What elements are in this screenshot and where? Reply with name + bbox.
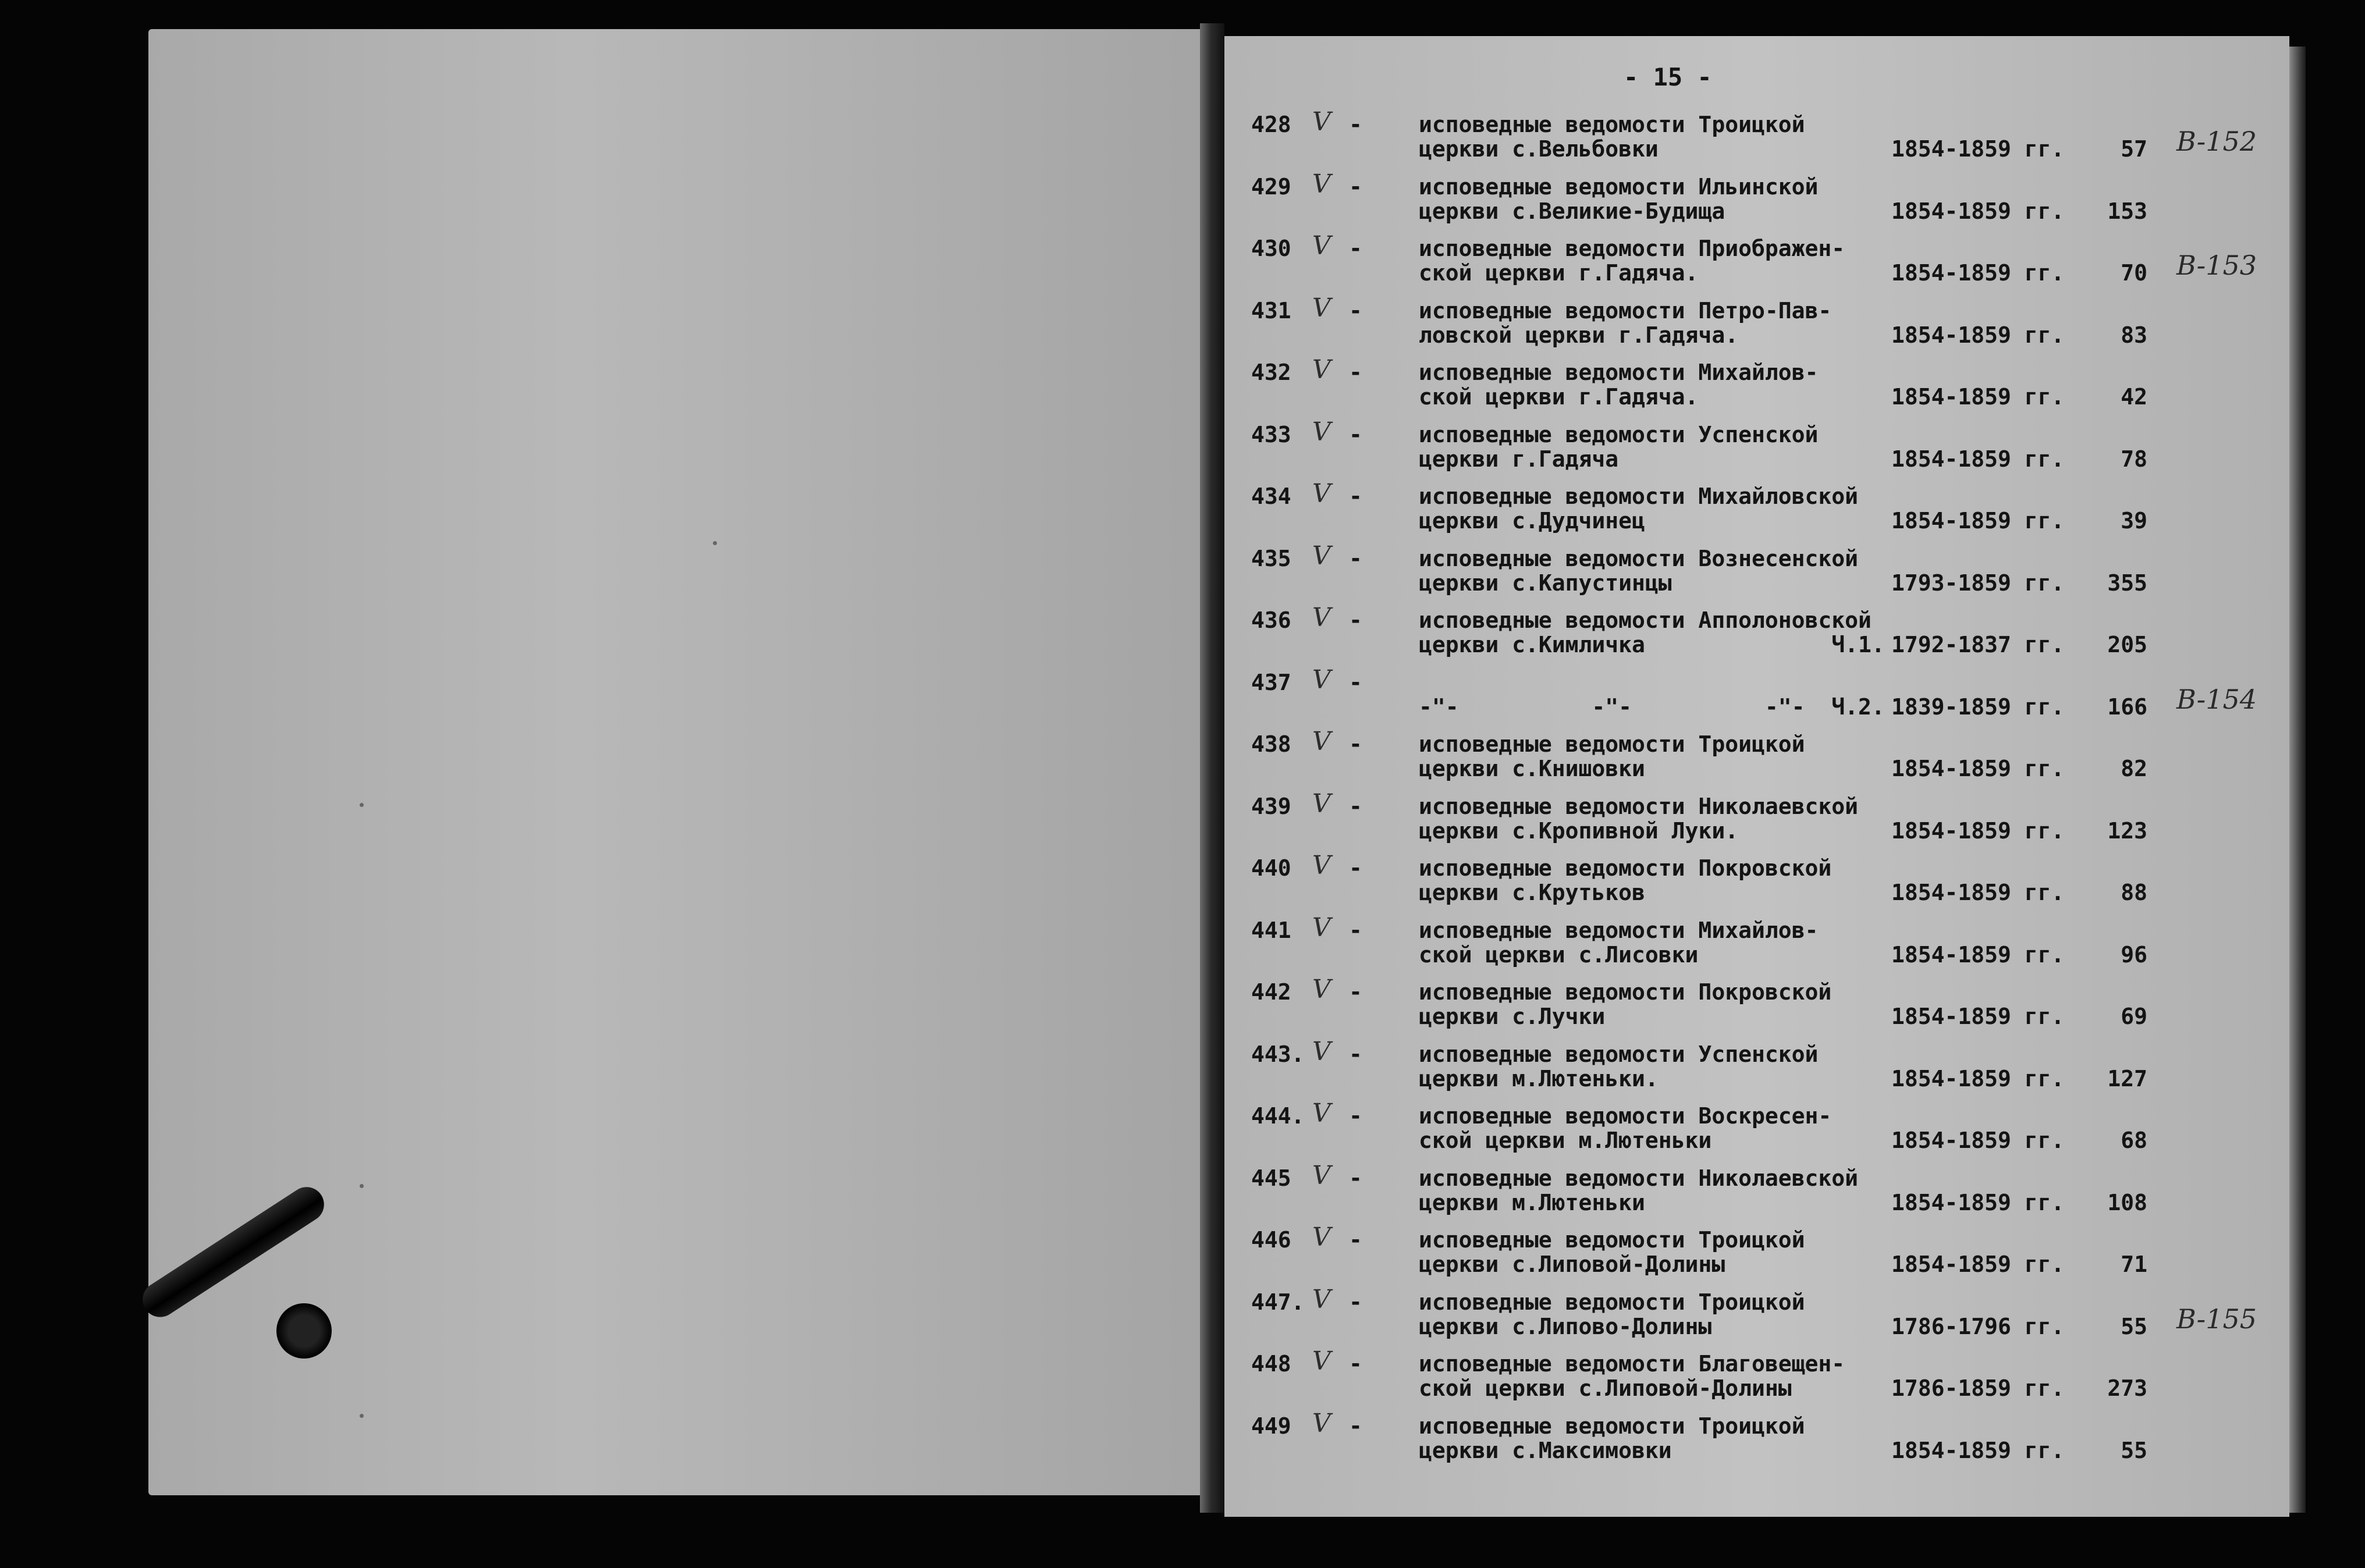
entry-title-line2: ской церкви с.Лисовки: [1419, 941, 1699, 968]
entry-row: [0, 603, 2365, 666]
entry-note: B-155: [2176, 1303, 2257, 1335]
entry-years: 1854-1859 гг.: [1891, 1251, 2065, 1277]
check-mark: V: [1312, 1408, 1331, 1438]
entry-title-line2: церкви с.Дудчинец: [1419, 508, 1645, 534]
entry-title-line1: исповедные ведомости Успенской: [1419, 1041, 1819, 1067]
entry-number: 448: [1251, 1351, 1291, 1377]
check-mark: V: [1312, 1222, 1331, 1252]
entry-row: [0, 1346, 2365, 1409]
entry-count: 82: [2121, 756, 2147, 781]
entry-number: 443.: [1251, 1041, 1305, 1067]
entry-count: 83: [2121, 322, 2147, 348]
entry-title-line2: ловской церкви г.Гадяча.: [1419, 322, 1739, 348]
entry-dash: -: [1349, 793, 1362, 819]
entry-row: [0, 727, 2365, 790]
entry-years: 1854-1859 гг.: [1891, 1065, 2065, 1091]
entry-title-line2: ской церкви м.Лютеньки: [1419, 1128, 1712, 1153]
entry-number: 449: [1251, 1413, 1291, 1439]
entry-title-line2: -"- -"- -"- Ч.2.: [1419, 694, 1885, 720]
entry-row: [0, 1160, 2365, 1224]
entry-count: 273: [2107, 1375, 2147, 1401]
check-mark: V: [1312, 169, 1331, 199]
entry-note: B-152: [2176, 126, 2257, 157]
entry-number: 440: [1251, 855, 1291, 881]
entry-title-line1: исповедные ведомости Троицкой: [1419, 1413, 1805, 1439]
entry-title-line2: церкви с.Кропивной Луки.: [1419, 817, 1739, 844]
entry-dash: -: [1349, 236, 1362, 261]
entry-title-line1: исповедные ведомости Троицкой: [1419, 1227, 1805, 1253]
entry-number: 441: [1251, 917, 1291, 943]
entry-title-line1: исповедные ведомости Николаевской: [1419, 1165, 1858, 1191]
entry-title-line1: исповедные ведомости Покровской: [1419, 855, 1832, 881]
entry-count: 55: [2121, 1437, 2147, 1463]
entry-dash: -: [1349, 731, 1362, 757]
entry-title-line1: исповедные ведомости Николаевской: [1419, 793, 1858, 819]
entry-count: 55: [2121, 1313, 2147, 1339]
check-mark: V: [1312, 603, 1331, 632]
entry-dash: -: [1349, 1351, 1362, 1377]
check-mark: V: [1312, 541, 1331, 571]
entry-title-line2: церкви м.Лютеньки: [1419, 1189, 1645, 1215]
entry-number: 445: [1251, 1165, 1291, 1191]
entry-years: 1854-1859 гг.: [1891, 198, 2065, 224]
entry-number: 439: [1251, 793, 1291, 819]
entry-dash: -: [1349, 1289, 1362, 1315]
entry-years: 1793-1859 гг.: [1891, 570, 2065, 596]
entry-count: 127: [2107, 1065, 2147, 1091]
entry-title-line1: исповедные ведомости Успенской: [1419, 421, 1819, 447]
entry-title-line1: исповедные ведомости Михайловской: [1419, 483, 1858, 509]
entry-count: 96: [2121, 941, 2147, 968]
entry-dash: -: [1349, 360, 1362, 385]
entry-count: 108: [2107, 1189, 2147, 1215]
entry-dash: -: [1349, 112, 1362, 137]
entry-row: [0, 851, 2365, 913]
entry-title-line2: церкви м.Лютеньки.: [1419, 1065, 1659, 1091]
entry-title-line1: исповедные ведомости Михайлов-: [1419, 360, 1819, 385]
entry-row: [0, 664, 2365, 728]
entry-row: [0, 1222, 2365, 1285]
entry-title-line2: церкви с.Книшовки: [1419, 756, 1645, 781]
entry-row: [0, 1098, 2365, 1161]
check-mark: V: [1312, 231, 1331, 261]
entry-years: 1854-1859 гг.: [1891, 136, 2065, 162]
entry-years: 1854-1859 гг.: [1891, 817, 2065, 844]
entry-dash: -: [1349, 297, 1362, 323]
entry-note: B-153: [2176, 250, 2257, 281]
check-mark: V: [1312, 664, 1331, 695]
entry-row: [0, 1408, 2365, 1471]
check-mark: V: [1312, 1036, 1331, 1066]
page-number: - 15 -: [1624, 63, 1712, 91]
entry-count: 78: [2121, 446, 2147, 472]
entry-title-line1: исповедные ведомости Петро-Пав-: [1419, 297, 1832, 323]
entry-title-line1: исповедные ведомости Апполоновской: [1419, 607, 1872, 633]
entry-count: 355: [2107, 570, 2147, 596]
check-mark: V: [1312, 912, 1331, 943]
entry-title-line1: исповедные ведомости Троицкой: [1419, 1289, 1805, 1315]
entry-dash: -: [1349, 1227, 1362, 1253]
check-mark: V: [1312, 417, 1331, 447]
entry-number: 447.: [1251, 1289, 1305, 1315]
entry-row: [0, 417, 2365, 480]
entry-title-line1: исповедные ведомости Покровской: [1419, 979, 1832, 1005]
entry-years: 1854-1859 гг.: [1891, 508, 2065, 534]
entry-years: 1854-1859 гг.: [1891, 1004, 2065, 1029]
entry-years: 1854-1859 гг.: [1891, 756, 2065, 781]
entry-number: 433: [1251, 421, 1291, 447]
entry-number: 446: [1251, 1227, 1291, 1253]
entry-count: 123: [2107, 817, 2147, 844]
entry-years: 1786-1796 гг.: [1891, 1313, 2065, 1339]
entry-dash: -: [1349, 173, 1362, 200]
entry-row: [0, 107, 2365, 170]
entry-number: 434: [1251, 483, 1291, 509]
entry-number: 438: [1251, 731, 1291, 757]
entry-dash: -: [1349, 855, 1362, 881]
entry-years: 1854-1859 гг.: [1891, 260, 2065, 286]
entry-title-line1: исповедные ведомости Воскресен-: [1419, 1103, 1832, 1129]
entry-years: 1854-1859 гг.: [1891, 322, 2065, 348]
entry-row: [0, 975, 2365, 1037]
entry-count: 68: [2121, 1128, 2147, 1153]
check-mark: V: [1312, 727, 1331, 756]
entry-title-line1: исповедные ведомости Михайлов-: [1419, 917, 1819, 943]
entry-title-line2: церкви с.Липовой-Долины: [1419, 1251, 1725, 1277]
entry-number: 431: [1251, 297, 1291, 323]
entry-row: [0, 788, 2365, 852]
entry-dash: -: [1349, 1103, 1362, 1129]
entry-years: 1854-1859 гг.: [1891, 880, 2065, 905]
entry-years: 1854-1859 гг.: [1891, 941, 2065, 968]
entry-row: [0, 169, 2365, 232]
entry-dash: -: [1349, 483, 1362, 509]
entry-title-line2: церкви с.Вельбовки: [1419, 136, 1659, 162]
entry-dash: -: [1349, 1165, 1362, 1191]
entry-count: 153: [2107, 198, 2147, 224]
entry-number: 429: [1251, 173, 1291, 200]
entry-title-line2: ской церкви с.Липовой-Долины: [1419, 1375, 1792, 1401]
entry-count: 57: [2121, 136, 2147, 162]
entry-note: B-154: [2176, 683, 2257, 715]
entry-row: [0, 541, 2365, 604]
entry-count: 39: [2121, 508, 2147, 534]
entry-title-line2: церкви с.Лучки: [1419, 1004, 1606, 1029]
check-mark: V: [1312, 1098, 1331, 1128]
entry-number: 444.: [1251, 1103, 1305, 1129]
entry-number: 430: [1251, 236, 1291, 261]
entry-count: 71: [2121, 1251, 2147, 1277]
entry-title-line1: исповедные ведомости Благовещен-: [1419, 1351, 1845, 1377]
check-mark: V: [1312, 788, 1331, 819]
entry-dash: -: [1349, 979, 1362, 1005]
entry-years: 1854-1859 гг.: [1891, 1128, 2065, 1153]
entry-number: 432: [1251, 360, 1291, 385]
entry-dash: -: [1349, 669, 1362, 695]
entry-dash: -: [1349, 421, 1362, 447]
paper-mark: [713, 541, 717, 545]
check-mark: V: [1312, 1346, 1331, 1376]
check-mark: V: [1312, 479, 1331, 509]
entry-dash: -: [1349, 1041, 1362, 1067]
entry-count: 166: [2107, 694, 2147, 720]
entry-title-line1: исповедные ведомости Троицкой: [1419, 112, 1805, 137]
entry-count: 205: [2107, 632, 2147, 657]
entry-title-line2: церкви г.Гадяча: [1419, 446, 1619, 472]
entry-years: 1786-1859 гг.: [1891, 1375, 2065, 1401]
entry-dash: -: [1349, 917, 1362, 943]
entry-title-line1: исповедные ведомости Приображен-: [1419, 236, 1845, 261]
entry-row: [0, 1284, 2365, 1347]
entry-years: 1854-1859 гг.: [1891, 1189, 2065, 1215]
entry-row: [0, 912, 2365, 976]
check-mark: V: [1312, 851, 1331, 880]
entry-years: 1839-1859 гг.: [1891, 694, 2065, 720]
entry-title-line2: церкви с.Капустинцы: [1419, 570, 1672, 596]
entry-number: 437: [1251, 669, 1291, 695]
entry-title-line2: церкви с.Кимличка Ч.1.: [1419, 632, 1885, 657]
entry-count: 70: [2121, 260, 2147, 286]
check-mark: V: [1312, 293, 1331, 323]
entry-title-line2: церкви с.Великие-Будища: [1419, 198, 1725, 224]
entry-row: [0, 479, 2365, 542]
entry-row: [0, 355, 2365, 418]
check-mark: V: [1312, 355, 1331, 385]
entry-title-line1: исповедные ведомости Троицкой: [1419, 731, 1805, 757]
entry-count: 69: [2121, 1004, 2147, 1029]
entry-title-line2: ской церкви г.Гадяча.: [1419, 384, 1699, 410]
entry-number: 435: [1251, 545, 1291, 571]
entry-title-line2: ской церкви г.Гадяча.: [1419, 260, 1699, 286]
check-mark: V: [1312, 975, 1331, 1004]
entry-years: 1854-1859 гг.: [1891, 1437, 2065, 1463]
entry-dash: -: [1349, 545, 1362, 571]
entry-title-line1: исповедные ведомости Ильинской: [1419, 173, 1819, 200]
entry-row: [0, 1036, 2365, 1100]
entry-years: 1854-1859 гг.: [1891, 384, 2065, 410]
check-mark: V: [1312, 107, 1331, 137]
entry-years: 1792-1837 гг.: [1891, 632, 2065, 657]
entry-dash: -: [1349, 1413, 1362, 1439]
entry-row: [0, 231, 2365, 294]
entry-title-line1: исповедные ведомости Вознесенской: [1419, 545, 1858, 571]
check-mark: V: [1312, 1284, 1331, 1314]
check-mark: V: [1312, 1160, 1331, 1190]
entry-count: 88: [2121, 880, 2147, 905]
entry-title-line2: церкви с.Крутьков: [1419, 880, 1645, 905]
entry-title-line2: церкви с.Липово-Долины: [1419, 1313, 1712, 1339]
entry-years: 1854-1859 гг.: [1891, 446, 2065, 472]
entry-number: 442: [1251, 979, 1291, 1005]
entry-number: 436: [1251, 607, 1291, 633]
entry-number: 428: [1251, 112, 1291, 137]
entry-row: [0, 293, 2365, 356]
entry-dash: -: [1349, 607, 1362, 633]
entry-count: 42: [2121, 384, 2147, 410]
entry-title-line2: церкви с.Максимовки: [1419, 1437, 1672, 1463]
